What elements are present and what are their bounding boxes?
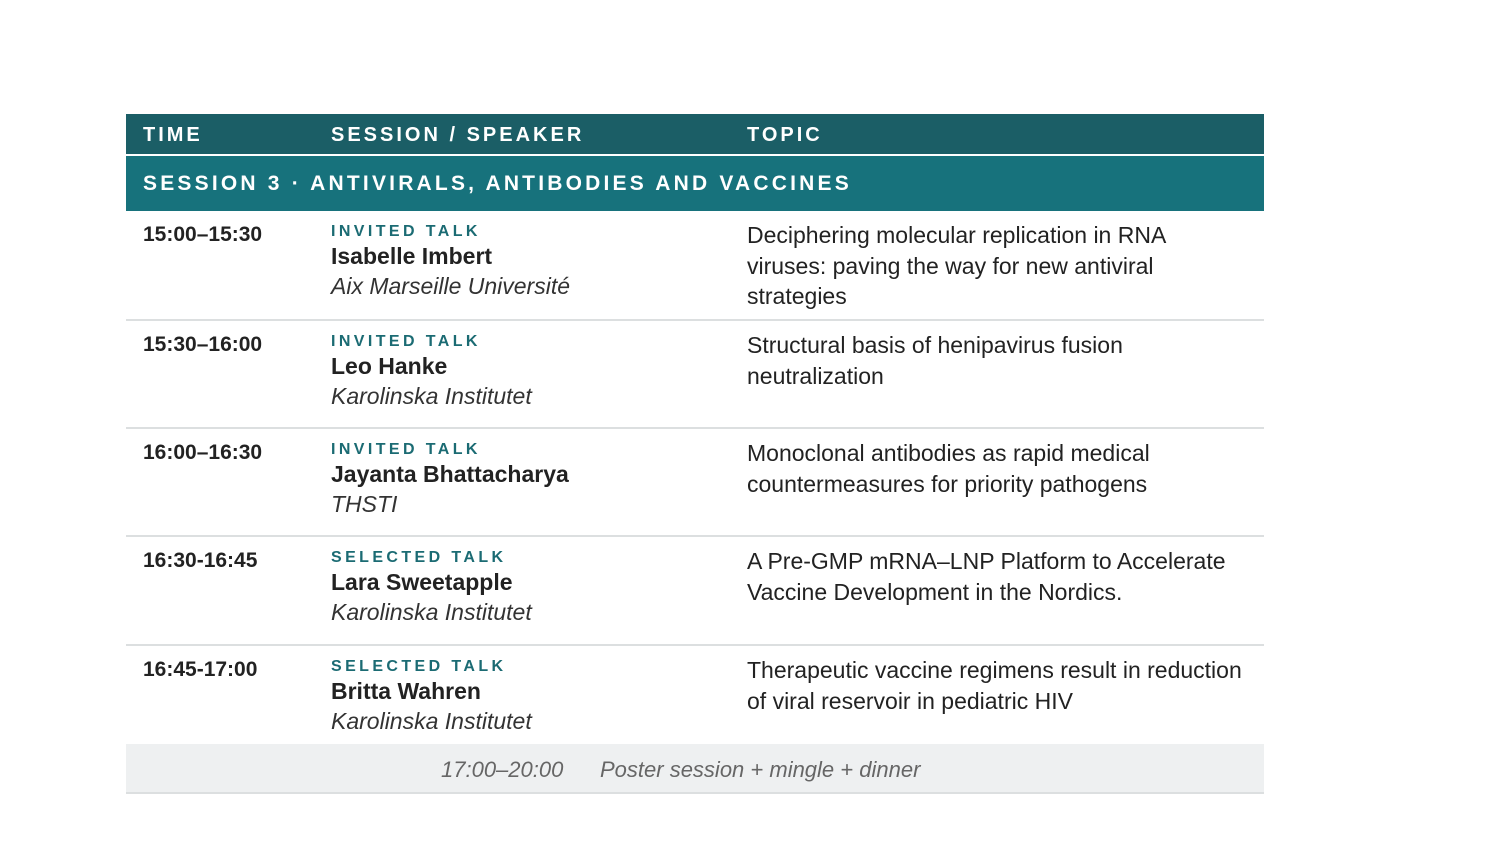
talk-topic: Monoclonal antibodies as rapid medical countermeasures for priority pathogens: [747, 440, 1150, 497]
talk-type: INVITED TALK: [331, 223, 481, 240]
talk-speaker-cell: [331, 657, 532, 737]
session-title: SESSION 3 · ANTIVIRALS, ANTIBODIES AND VACCINES: [143, 172, 852, 195]
talk-time: 16:00–16:30: [143, 441, 263, 464]
table-header: [126, 114, 1264, 154]
talk-topic: Deciphering molecular replication in RNA viruses: paving the way for new antiviral strategies: [747, 222, 1166, 309]
talk-time: 16:30-16:45: [143, 549, 258, 572]
speaker-name: Britta Wahren: [331, 678, 481, 704]
table-row: [126, 646, 1264, 744]
table-row: [126, 211, 1264, 321]
talk-type: INVITED TALK: [331, 441, 481, 458]
talk-type: INVITED TALK: [331, 333, 481, 350]
speaker-name: Jayanta Bhattacharya: [331, 461, 569, 487]
speaker-affiliation: THSTI: [331, 491, 398, 517]
talk-speaker-cell: [331, 548, 532, 628]
speaker-affiliation: Aix Marseille Université: [331, 273, 571, 299]
header-topic: TOPIC: [747, 124, 823, 146]
speaker-affiliation: Karolinska Institutet: [331, 599, 532, 625]
talk-speaker-cell: [331, 440, 569, 520]
talk-type: SELECTED TALK: [331, 658, 507, 675]
header-session-speaker: SESSION / SPEAKER: [331, 124, 585, 146]
talk-speaker-cell: [331, 222, 570, 302]
talk-topic: A Pre-GMP mRNA–LNP Platform to Accelerate Vaccine Development in the Nordics.: [747, 548, 1226, 605]
talk-type: SELECTED TALK: [331, 549, 507, 566]
header-time: TIME: [143, 124, 203, 146]
speaker-name: Lara Sweetapple: [331, 569, 513, 595]
talk-speaker-cell: [331, 332, 532, 412]
speaker-name: Leo Hanke: [331, 353, 448, 379]
session-title-row: [126, 154, 1264, 211]
poster-session-row: [126, 744, 1264, 794]
talk-topic: Structural basis of henipavirus fusion neutralization: [747, 332, 1123, 389]
talk-time: 15:00–15:30: [143, 223, 263, 246]
talk-topic: Therapeutic vaccine regimens result in reduction of viral reservoir in pediatric HIV: [747, 657, 1242, 714]
poster-session-time: 17:00–20:00: [441, 757, 564, 782]
speaker-affiliation: Karolinska Institutet: [331, 383, 532, 409]
talk-time: 16:45-17:00: [143, 658, 258, 681]
table-row: [126, 321, 1264, 429]
table-row: [126, 429, 1264, 537]
agenda-table: [126, 114, 1264, 794]
speaker-affiliation: Karolinska Institutet: [331, 708, 532, 734]
talk-time: 15:30–16:00: [143, 333, 263, 356]
table-row: [126, 537, 1264, 646]
poster-session-description: Poster session + mingle + dinner: [600, 757, 921, 782]
speaker-name: Isabelle Imbert: [331, 243, 493, 269]
